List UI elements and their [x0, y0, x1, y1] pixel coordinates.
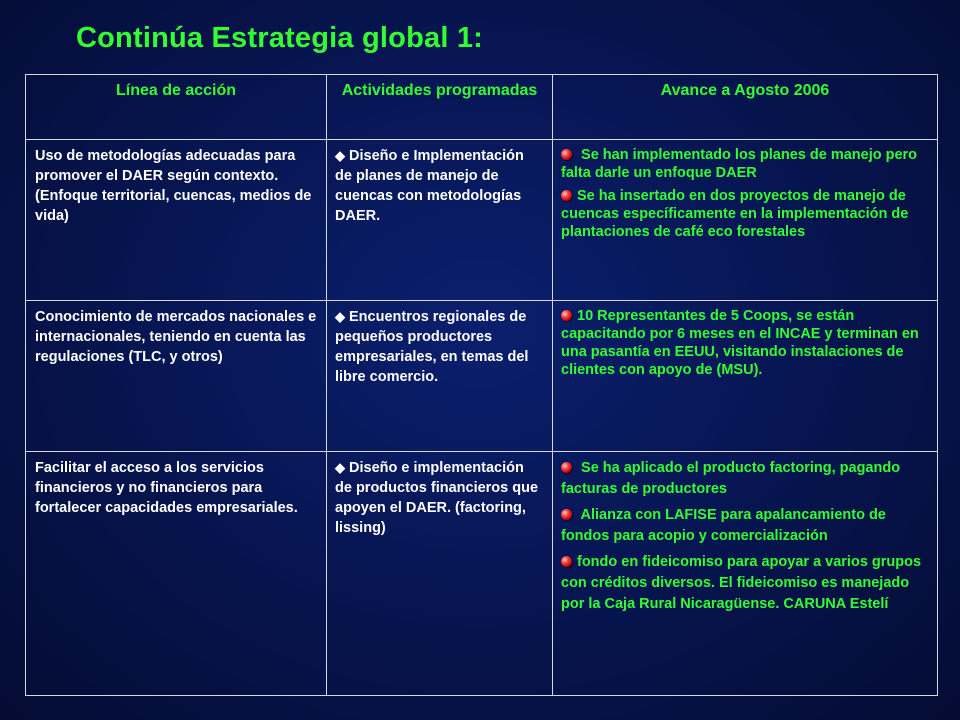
cell-actividad [327, 301, 553, 452]
cell-linea-accion [26, 452, 327, 696]
diamond-bullet-icon: ◆ [335, 148, 345, 163]
table-row [26, 452, 938, 696]
cell-avance [553, 140, 938, 301]
linea-text: Conocimiento de mercados nacionales e internacionales, teniendo en cuenta las regulaciones (TLC, y otros) [35, 309, 317, 365]
red-ball-bullet-icon [561, 462, 572, 473]
red-ball-bullet-icon [561, 190, 572, 201]
cell-linea-accion [26, 140, 327, 301]
table-row [26, 140, 938, 301]
red-ball-bullet-icon [561, 556, 572, 567]
linea-text: Uso de metodologías adecuadas para promover el DAER según contexto.(Enfoque territorial, cuencas, medios de vida) [35, 148, 312, 224]
red-ball-bullet-icon [561, 509, 572, 520]
header-actividades: Actividades programadas [327, 75, 553, 140]
cell-actividad [327, 452, 553, 696]
avance-text: Alianza con LAFISE para apalancamiento de fondos para acopio y comercialización [561, 507, 886, 544]
actividad-text: Diseño e implementación de productos financieros que apoyen el DAER. (factoring, lissing) [335, 460, 539, 536]
avance-text: 10 Representantes de 5 Coops, se están capacitando por 6 meses en el INCAE y terminan en una pasantía en EEUU, visitando instalaciones de clientes con apoyo de (MSU). [561, 308, 919, 378]
slide-title: Continúa Estrategia global 1: [76, 22, 484, 54]
list-item [561, 505, 929, 547]
cell-avance [553, 301, 938, 452]
actividad-text: Diseño e Implementación de planes de manejo de cuencas con metodologías DAER. [335, 148, 524, 224]
cell-actividad [327, 140, 553, 301]
avance-text: Se han implementado los planes de manejo pero falta darle un enfoque DAER [561, 147, 918, 181]
strategy-table [25, 74, 938, 696]
header-linea-accion: Línea de acción [26, 75, 327, 140]
linea-text: Facilitar el acceso a los servicios financieros y no financieros para fortalecer capacidades empresariales. [35, 460, 298, 516]
avance-text: Se ha aplicado el producto factoring, pagando facturas de productores [561, 460, 901, 497]
list-item [561, 187, 929, 241]
diamond-bullet-icon: ◆ [335, 460, 345, 475]
diamond-bullet-icon: ◆ [335, 309, 345, 324]
red-ball-bullet-icon [561, 149, 572, 160]
actividad-text: Encuentros regionales de pequeños productores empresariales, en temas del libre comercio. [335, 309, 529, 385]
list-item [561, 458, 929, 500]
list-item [561, 552, 929, 615]
header-avance: Avance a Agosto 2006 [553, 75, 938, 140]
avance-text: Se ha insertado en dos proyectos de manejo de cuencas específicamente en la implementación de plantaciones de café eco forestales [561, 188, 909, 240]
avance-text: fondo en fideicomiso para apoyar a varios grupos con créditos diversos. El fideicomiso es manejado por la Caja Rural Nicaragüense. CARUNA Estelí [561, 554, 922, 612]
cell-avance [553, 452, 938, 696]
red-ball-bullet-icon [561, 310, 572, 321]
list-item [561, 146, 929, 182]
table-header-row [26, 75, 938, 140]
cell-linea-accion [26, 301, 327, 452]
list-item [561, 307, 929, 379]
table-row [26, 301, 938, 452]
